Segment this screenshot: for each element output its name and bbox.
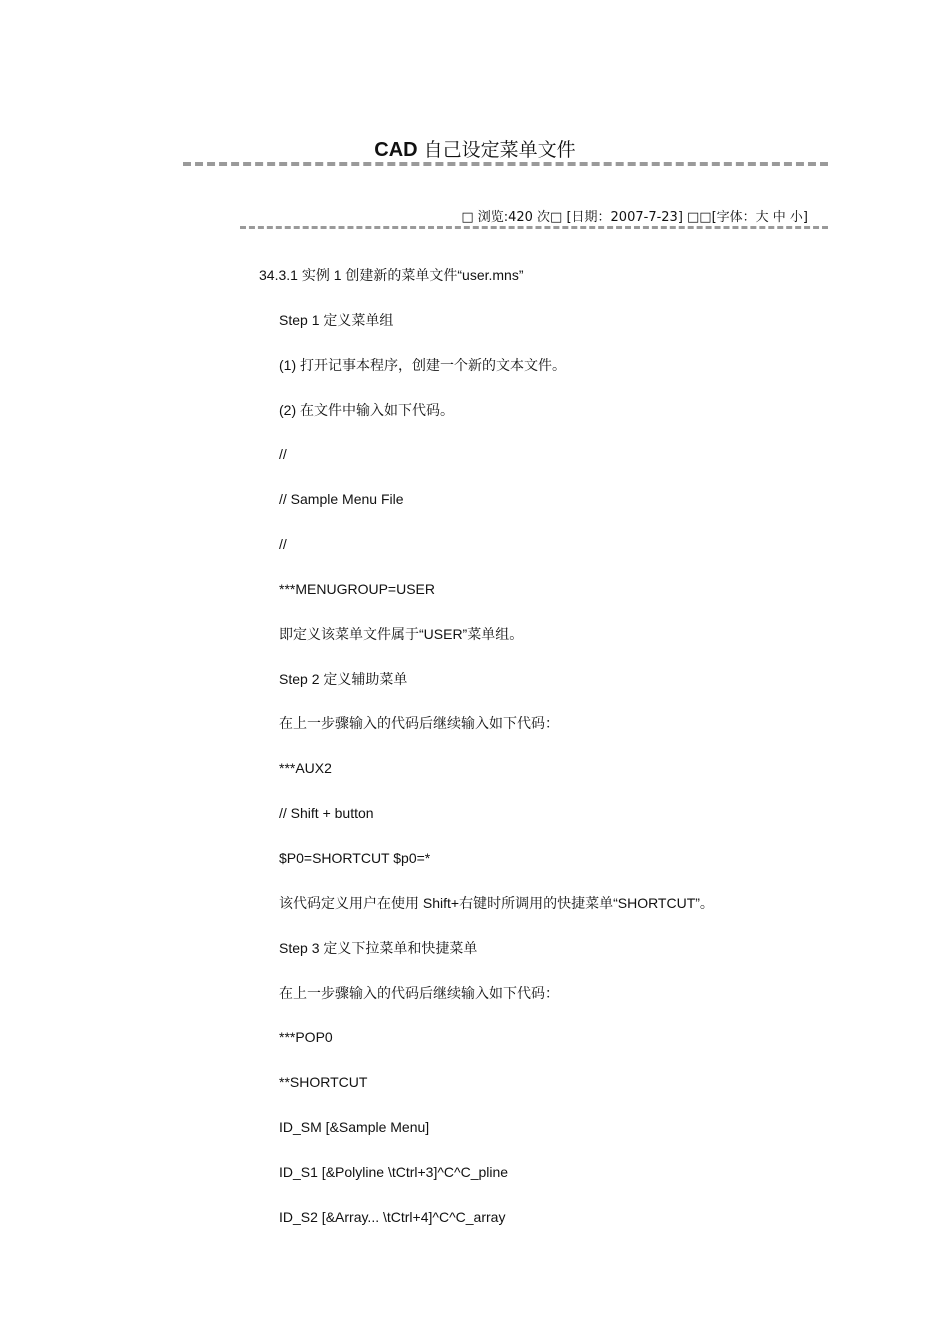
article-body <box>0 264 950 1251</box>
meta-divider <box>240 226 828 229</box>
body-line: $P0=SHORTCUT $p0=* <box>279 849 431 866</box>
title-divider <box>183 162 828 166</box>
body-line: ID_SM [&Sample Menu] <box>279 1119 430 1136</box>
body-line: ID_S1 [&Polyline \tCtrl+3]^C^C_pline <box>279 1163 509 1180</box>
page-title <box>0 138 950 162</box>
body-line: Step 3 定义下拉菜单和快捷菜单 <box>279 939 478 956</box>
body-line: // Sample Menu File <box>279 491 404 508</box>
body-line: Step 2 定义辅助菜单 <box>279 670 408 687</box>
body-line: Step 1 定义菜单组 <box>279 311 394 328</box>
page-title-cn: 自己设定菜单文件 <box>417 139 576 161</box>
body-line: // <box>279 446 287 463</box>
body-line: 在上一步骤输入的代码后继续输入如下代码： <box>279 715 559 732</box>
body-line: ***AUX2 <box>279 760 332 777</box>
body-line: 在上一步骤输入的代码后继续输入如下代码： <box>279 984 559 1001</box>
body-line: ID_S2 [&Array... \tCtrl+4]^C^C_array <box>279 1208 506 1225</box>
body-line: **SHORTCUT <box>279 1074 368 1091</box>
page-title-en: CAD <box>374 139 418 161</box>
body-line: (2) 在文件中输入如下代码。 <box>279 401 454 418</box>
body-line: ***MENUGROUP=USER <box>279 580 435 597</box>
body-line: // <box>279 536 287 553</box>
body-line: (1) 打开记事本程序，创建一个新的文本文件。 <box>279 356 566 373</box>
body-line: // Shift + button <box>279 805 374 822</box>
article-meta: □ 浏览:420 次□ [日期：2007-7-23] □□[字体：大 中 小] <box>455 210 808 226</box>
body-line: 34.3.1 实例 1 创建新的菜单文件“user.mns” <box>259 267 524 283</box>
body-line: 即定义该菜单文件属于“USER”菜单组。 <box>279 625 524 642</box>
body-line: ***POP0 <box>279 1029 333 1046</box>
body-line: 该代码定义用户在使用 Shift+右键时所调用的快捷菜单“SHORTCUT”。 <box>279 894 714 911</box>
